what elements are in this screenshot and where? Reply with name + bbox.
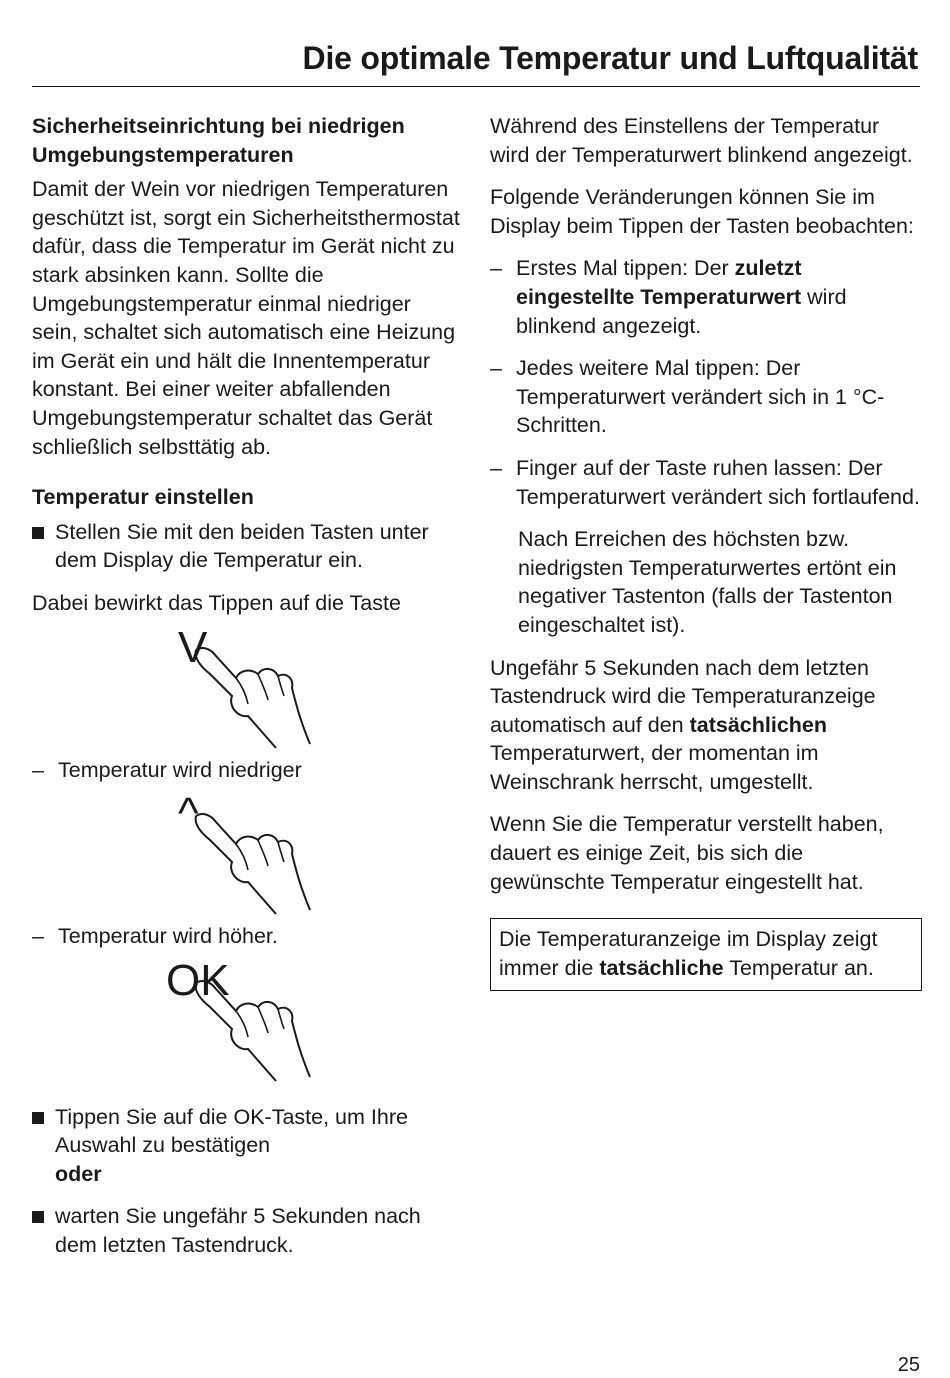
emphasis-text: tatsächlichen xyxy=(689,712,828,737)
hand-icon xyxy=(192,810,332,920)
text-run: wird blinkend angezeigt. xyxy=(516,284,847,338)
settling-paragraph: Wenn Sie die Temperatur verstellt haben, dauert es einige Zeit, bis sich die gewünschte Temperatur eingestellt hat. xyxy=(490,812,884,894)
result-higher xyxy=(32,922,462,951)
text-run: Ungefähr 5 Sekunden nach dem letzten Tastendruck wird die Temperaturanzeige automatisch auf den xyxy=(490,655,876,737)
change-item-hold-text: Finger auf der Taste ruhen lassen: Der Temperaturwert verändert sich fortlaufend. xyxy=(516,455,920,509)
info-box xyxy=(490,918,922,991)
change-item-further-taps-text: Jedes weitere Mal tippen: Der Temperaturwert verändert sich in 1 °C-Schritten. xyxy=(516,356,885,438)
dash-marker: – xyxy=(490,356,502,381)
result-lower-text: Temperatur wird niedriger xyxy=(58,757,302,782)
hand-icon xyxy=(192,977,332,1087)
ok-key-symbol: OK xyxy=(166,955,230,1005)
change-item-first-tap xyxy=(490,254,922,340)
result-lower xyxy=(32,756,462,785)
safety-paragraph: Damit der Wein vor niedrigen Temperaturen geschützt ist, sorgt ein Sicherheitsthermostat dafür, dass die Temperatur im Gerät nicht zu stark absinken kann. Sollte die Umgebungstemperatur einmal niedriger sein, schaltet sich automatisch eine Heizung im Gerät ein und hält die Innentemperatur konstant. Bei einer weiter abfallenden Umgebungstemperatur schaltet das Gerät schließlich selbsttätig ab. xyxy=(32,177,460,459)
finger-tap-up-figure xyxy=(172,789,462,922)
dash-marker: – xyxy=(32,924,44,949)
changes-intro: Folgende Veränderungen können Sie im Display beim Tippen der Tasten beobachten: xyxy=(490,185,914,238)
change-item-further-taps xyxy=(490,354,922,440)
emphasis-text: zuletzt eingestellte Temperaturwert xyxy=(516,256,802,309)
change-item-hold xyxy=(490,454,922,511)
change-item-first-tap-text xyxy=(516,256,847,337)
page-number: 25 xyxy=(897,1354,920,1376)
section-heading-set-temperature: Temperatur einstellen xyxy=(32,485,254,510)
or-label: oder xyxy=(55,1161,102,1186)
section-heading-safety-line2: Umgebungstemperaturen xyxy=(32,142,294,167)
right-column xyxy=(490,112,922,991)
step-set-temperature xyxy=(32,518,462,575)
result-higher-text: Temperatur wird höher. xyxy=(58,924,278,949)
bullet-square-icon xyxy=(32,527,44,539)
text-run: Temperatur an. xyxy=(723,955,874,980)
blinking-paragraph: Während des Einstellens der Temperatur wird der Temperaturwert blinkend angezeigt. xyxy=(490,114,913,167)
dash-marker: – xyxy=(490,455,502,480)
auto-revert-paragraph xyxy=(490,654,922,797)
down-key-symbol: V xyxy=(178,622,208,672)
hand-icon xyxy=(192,644,332,754)
finger-tap-ok-figure xyxy=(166,955,462,1089)
step-confirm-ok-text: Tippen Sie auf die OK-Taste, um Ihre Auswahl zu bestätigen xyxy=(55,1104,408,1158)
page-header xyxy=(32,40,920,87)
step-wait xyxy=(32,1202,462,1259)
text-run: Temperaturwert, der momentan im Weinschrank herrscht, umgestellt. xyxy=(490,741,819,794)
left-column xyxy=(32,112,462,1260)
step-wait-text: warten Sie ungefähr 5 Sekunden nach dem letzten Tastendruck. xyxy=(55,1204,421,1258)
emphasis-text: tatsächliche xyxy=(599,955,724,980)
step-set-temperature-text: Stellen Sie mit den beiden Tasten unter dem Display die Temperatur ein. xyxy=(55,519,429,573)
section-heading-safety xyxy=(32,112,462,169)
dash-marker: – xyxy=(32,757,44,782)
section-heading-safety-line1: Sicherheitseinrichtung bei niedrigen xyxy=(32,114,405,138)
step-confirm-ok xyxy=(32,1103,462,1189)
tone-note: Nach Erreichen des höchsten bzw. niedrigsten Temperaturwertes ertönt ein negativer Tastenton (falls der Tastenton eingeschaltet ist). xyxy=(518,527,897,637)
dash-marker: – xyxy=(490,256,502,281)
page-title: Die optimale Temperatur und Luftqualität xyxy=(302,40,918,76)
text-run: Die Temperaturanzeige im Display zeigt immer die xyxy=(499,927,878,980)
bullet-square-icon xyxy=(32,1112,44,1124)
text-run: Erstes Mal tippen: Der xyxy=(516,256,735,281)
up-key-symbol: ^ xyxy=(178,789,199,839)
key-intro-text: Dabei bewirkt das Tippen auf die Taste xyxy=(32,590,401,615)
finger-tap-down-figure xyxy=(172,622,462,756)
bullet-square-icon xyxy=(32,1211,44,1223)
